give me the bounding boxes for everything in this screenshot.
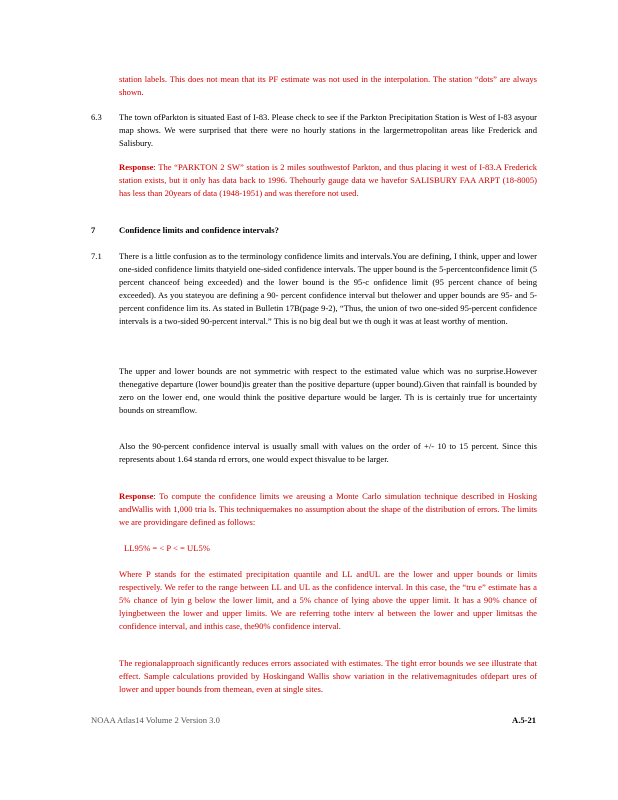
response-text: : The “PARKTON 2 SW” station is 2 miles southwestof Parkton, and thus placing it west of I-83.A Frederick station exists, but it only has data back to 1996. Thehourly gauge data we havefor SALISBURY FAA ARPT (18-8005) has less than 20years of data (1948-1951) and was therefore not used.	[119, 162, 537, 198]
response-7-1-part1	[119, 490, 537, 529]
response-label: Response	[119, 162, 154, 172]
continued-paragraph: station labels. This does not mean that its PF estimate was not used in the interpolation. The station “dots” are always shown.	[119, 74, 537, 97]
comment-6-3: The town ofParkton is situated East of I-83. Please check to see if the Parkton Precipitation Station is West of I-83 asyour map shows. We were surprised that there were no hourly stations in the largermetropolitan areas like Frederick and Salisbury.	[119, 112, 537, 148]
response-label: Response	[119, 491, 154, 501]
section-title-7: Confidence limits and confidence intervals?	[119, 225, 279, 235]
response-text: : To compute the confidence limits we areusing a Monte Carlo simulation technique described in Hosking andWallis with 1,000 tria ls. This techniquemakes no assumption about the shape of the distribution of errors. The limits we are providingare defined as follows:	[119, 491, 537, 527]
confidence-formula: LL95% = < P < = UL5%	[124, 543, 210, 553]
section-number-7: 7	[91, 225, 96, 235]
comment-7-1-para3: Also the 90-percent confidence interval is usually small with values on the order of +/- 10 to 15 percent. Since this represents about 1.64 standa rd errors, one would expect thisvalue to be larger.	[119, 441, 537, 464]
comment-7-1-para2: The upper and lower bounds are not symmetric with respect to the estimated value which was no surprise.However thenegative departure (lower bound)is greater than the positive departure (upper bound).Given that rainfall is bounded by zero on the lower end, one would think the positive departure would be larger. Th is is certainly true for uncertainty bounds on streamflow.	[119, 366, 537, 415]
item-number-7-1: 7.1	[91, 251, 102, 261]
comment-7-1-para1: There is a little confusion as to the terminology confidence limits and intervals.You are defining, I think, upper and lower one-sided confidence limits thatyield one-sided confidence intervals. The upper bound is the 5-percentconfidence limit (5 percent chanceof being exceeded) and the lower bound is the 95-c onfidence limit (95 percent chance of being exceeded). As you stateyou are defining a 90- percent confidence interval but thelower and upper bounds are 95- and 5-percent confidence lim its. As stated in Bulletin 17B(page 9-2), “Thus, the union of two one-sided 95-percent confidence intervals is a two-sided 90-percent interval.” This is no big deal but we th ough it was at least worthy of mention.	[119, 251, 537, 326]
response-7-1-part3: The regionalapproach significantly reduces errors associated with estimates. The tight error bounds we see illustrate that effect. Sample calculations provided by Hoskingand Wallis show variation in the relativemagnitudes ofdepart ures of lower and upper bounds from themean, even at single sites.	[119, 658, 537, 694]
item-number-6-3: 6.3	[91, 112, 102, 122]
response-6-3	[119, 161, 537, 200]
response-7-1-part2: Where P stands for the estimated precipitation quantile and LL andUL are the lower and upper bounds or limits respectively. We refer to the range between LL and UL as the confidence interval. In this case, the “tru e” estimate has a 5% chance of lyin g below the lower limit, and a 5% chance of lying above the upper limit. It has a 90% chance of lyingbetween the lower and upper limits. We are referring tothe interv al between the lower and upper limitsas the confidence interval, and inthis case, the90% confidence interval.	[119, 569, 537, 631]
page-number: A.5-21	[512, 715, 537, 725]
footer-title: NOAA Atlas14 Volume 2 Version 3.0	[91, 715, 220, 725]
